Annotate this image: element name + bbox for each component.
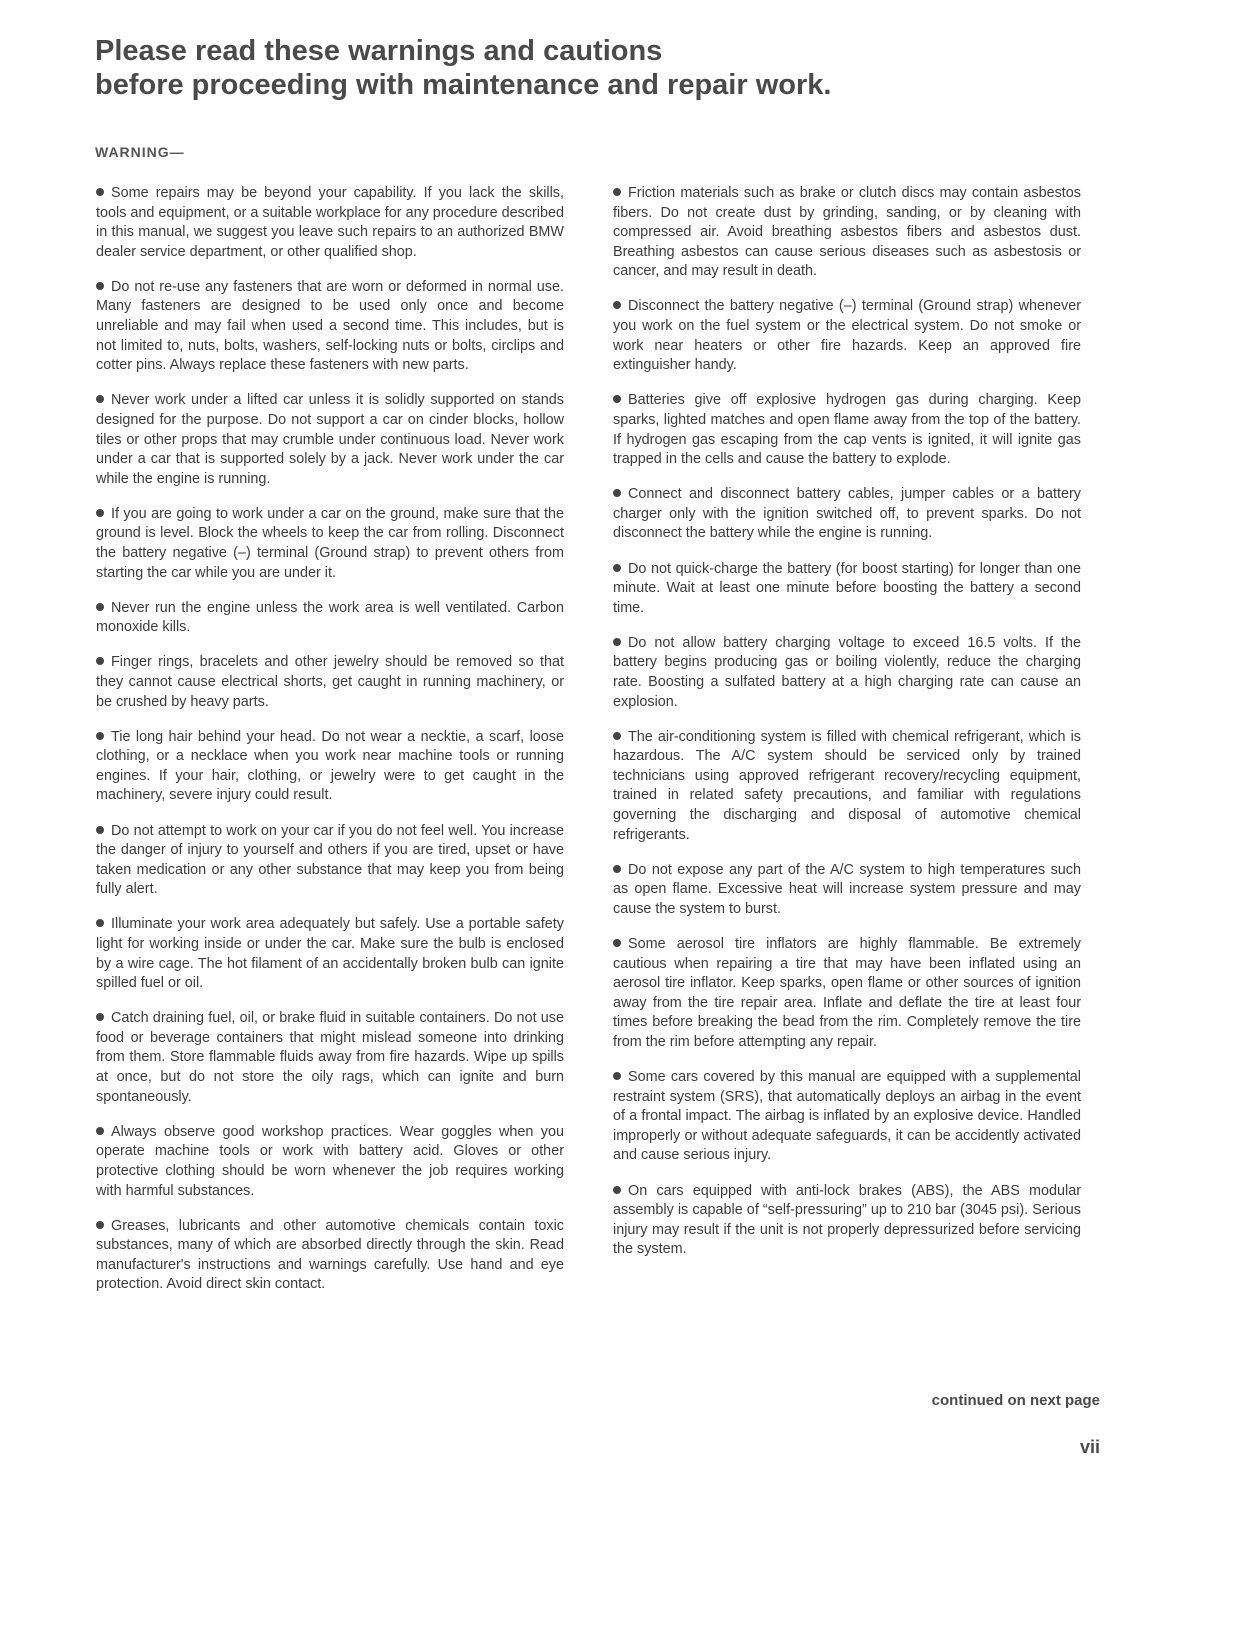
bullet-icon bbox=[613, 1072, 621, 1080]
warning-item: Illuminate your work area adequately but safely. Use a portable safety light for working inside or under the car. Make sure the bulb is enclosed by a wire cage. The hot filament of an accidentally broken bulb can ignite spilled fuel or oil. bbox=[96, 916, 564, 992]
bullet-icon bbox=[613, 301, 621, 309]
bullet-icon bbox=[96, 188, 104, 196]
warning-item: Never run the engine unless the work area is well ventilated. Carbon monoxide kills. bbox=[96, 599, 564, 636]
warning-item: Some repairs may be beyond your capability. If you lack the skills, tools and equipment, or a suitable workplace for any procedure described in this manual, we suggest you leave such repairs to an authorized BMW dealer service department, or other qualified shop. bbox=[96, 185, 564, 260]
page-number: vii bbox=[1079, 1437, 1100, 1457]
bullet-icon bbox=[96, 1127, 104, 1135]
right-column bbox=[613, 184, 1081, 1275]
warning-item: Tie long hair behind your head. Do not wear a necktie, a scarf, loose clothing, or a necklace when you work near machine tools or running engines. If your hair, clothing, or jewelry were to get caught in the machinery, severe injury could result. bbox=[96, 728, 564, 804]
bullet-icon bbox=[96, 1013, 104, 1021]
warning-item: If you are going to work under a car on the ground, make sure that the ground is level. Block the wheels to keep the car from rolling. Disconnect the battery negative (–) terminal (Ground strap) to prevent others from starting the car while you are under it. bbox=[96, 505, 564, 581]
warning-item: Connect and disconnect battery cables, jumper cables or a battery charger only with the ignition switched off, to prevent sparks. Do not disconnect the battery while the engine is running. bbox=[613, 486, 1081, 542]
warning-item: Disconnect the battery negative (–) terminal (Ground strap) whenever you work on the fuel system or the electrical system. Do not smoke or work near heaters or other fire hazards. Keep an approved fire extinguisher handy. bbox=[613, 298, 1081, 374]
warning-item: Some cars covered by this manual are equipped with a supplemental restraint system (SRS), that automatically deploys an airbag in the event of a frontal impact. The airbag is inflated by an explosive device. Handled improperly or without adequate safeguards, it can be accidently activated and cause serious injury. bbox=[613, 1069, 1081, 1164]
bullet-icon bbox=[613, 732, 621, 740]
bullet-icon bbox=[613, 395, 621, 403]
warning-item: Catch draining fuel, oil, or brake fluid in suitable containers. Do not use food or beverage containers that might mislead someone into drinking from them. Store flammable fluids away from fire hazards. Wipe up spills at once, but do not store the oily rags, which can ignite and burn spontaneously. bbox=[96, 1010, 564, 1105]
bullet-icon bbox=[96, 603, 104, 611]
warning-item: Do not expose any part of the A/C system to high temperatures such as open flame. Excessive heat will increase system pressure and may cause the system to burst. bbox=[613, 861, 1081, 917]
warning-item: Greases, lubricants and other automotive chemicals contain toxic substances, many of which are absorbed directly through the skin. Read manufacturer's instructions and warnings carefully. Use hand and eye protection. Avoid direct skin contact. bbox=[96, 1217, 564, 1293]
warning-heading: WARNING— bbox=[95, 144, 185, 160]
bullet-icon bbox=[96, 395, 104, 403]
bullet-icon bbox=[96, 657, 104, 665]
left-column bbox=[96, 184, 564, 1311]
warning-item: Do not quick-charge the battery (for boost starting) for longer than one minute. Wait at least one minute before boosting the battery a second time. bbox=[613, 560, 1081, 616]
bullet-icon bbox=[96, 919, 104, 927]
bullet-icon bbox=[96, 1221, 104, 1229]
warning-item: Friction materials such as brake or clutch discs may contain asbestos fibers. Do not create dust by grinding, sanding, or by cleaning with compressed air. Avoid breathing asbestos fibers and asbestos dust. Breathing asbestos can cause serious diseases such as asbestosis or cancer, and may result in death. bbox=[613, 185, 1081, 280]
page-title bbox=[95, 34, 1095, 102]
bullet-icon bbox=[613, 188, 621, 196]
bullet-icon bbox=[96, 509, 104, 517]
title-line-2: before proceeding with maintenance and repair work. bbox=[95, 69, 832, 101]
bullet-icon bbox=[96, 732, 104, 740]
continued-note: continued on next page bbox=[931, 1392, 1100, 1409]
bullet-icon bbox=[613, 939, 621, 947]
title-line-1: Please read these warnings and cautions bbox=[95, 35, 663, 67]
warning-item: Always observe good workshop practices. Wear goggles when you operate machine tools or work with battery acid. Gloves or other protective clothing should be worn whenever the job requires working with harmful substances. bbox=[96, 1123, 564, 1199]
warning-item: Batteries give off explosive hydrogen gas during charging. Keep sparks, lighted matches and open flame away from the top of the battery. If hydrogen gas escaping from the cap vents is ignited, it will ignite gas trapped in the cells and cause the battery to explode. bbox=[613, 392, 1081, 468]
warning-item: Some aerosol tire inflators are highly flammable. Be extremely cautious when repairing a tire that may have been inflated using an aerosol tire inflator. Keep sparks, open flame or other sources of ignition away from the tire repair area. Inflate and deflate the tire at least four times before breaking the bead from the rim. Completely remove the tire from the rim before attempting any repair. bbox=[613, 936, 1081, 1050]
bullet-icon bbox=[613, 564, 621, 572]
bullet-icon bbox=[613, 638, 621, 646]
warning-item: Do not attempt to work on your car if you do not feel well. You increase the danger of injury to yourself and others if you are tired, upset or have taken medication or any other substance that may keep you from being fully alert. bbox=[96, 822, 564, 898]
warning-item: The air-conditioning system is filled with chemical refrigerant, which is hazardous. The A/C system should be serviced only by trained technicians using approved refrigerant recovery/recycling equipment, trained in related safety precautions, and familiar with regulations governing the discharging and disposal of automotive chemical refrigerants. bbox=[613, 728, 1081, 843]
bullet-icon bbox=[96, 826, 104, 834]
warning-item: On cars equipped with anti-lock brakes (ABS), the ABS modular assembly is capable of “self-pressuring” up to 210 bar (3045 psi). Serious injury may result if the unit is not properly depressurized before servicing the system. bbox=[613, 1182, 1081, 1258]
warning-item: Finger rings, bracelets and other jewelry should be removed so that they cannot cause electrical shorts, get caught in running machinery, or be crushed by heavy parts. bbox=[96, 654, 564, 710]
warning-item: Never work under a lifted car unless it is solidly supported on stands designed for the purpose. Do not support a car on cinder blocks, hollow tiles or other props that may crumble under continuous load. Never work under a car that is supported solely by a jack. Never work under the car while the engine is running. bbox=[96, 392, 564, 487]
bullet-icon bbox=[613, 865, 621, 873]
warning-item: Do not allow battery charging voltage to exceed 16.5 volts. If the battery begins producing gas or boiling violently, reduce the charging rate. Boosting a sulfated battery at a high charging rate can cause an explosion. bbox=[613, 634, 1081, 710]
warning-item: Do not re-use any fasteners that are worn or deformed in normal use. Many fasteners are designed to be used only once and become unreliable and may fail when used a second time. This includes, but is not limited to, nuts, bolts, washers, self-locking nuts or bolts, circlips and cotter pins. Always replace these fasteners with new parts. bbox=[96, 278, 564, 374]
bullet-icon bbox=[613, 1186, 621, 1194]
bullet-icon bbox=[96, 282, 104, 290]
bullet-icon bbox=[613, 489, 621, 497]
